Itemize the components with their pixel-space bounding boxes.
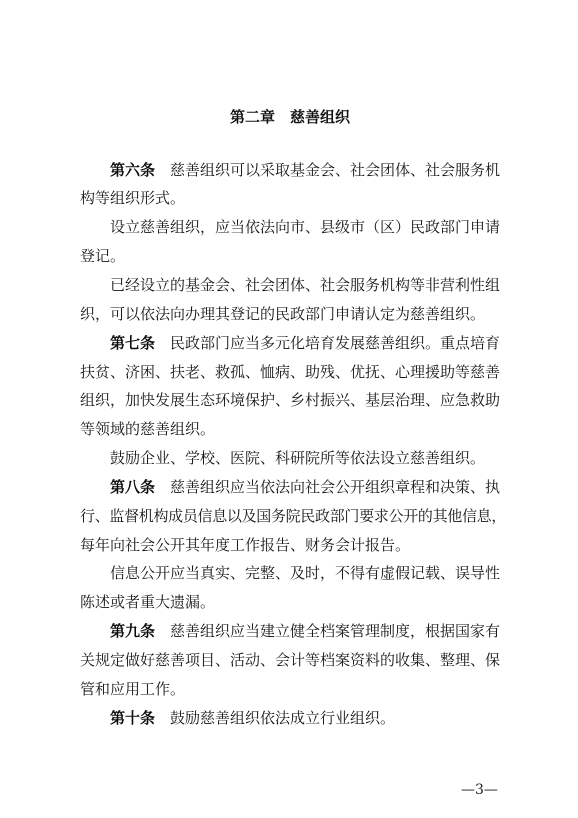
paragraph-line — [80, 329, 500, 358]
article-9 — [80, 617, 500, 704]
article-10 — [80, 704, 500, 733]
line-text: 鼓励企业、学校、医院、科研院所等依法设立慈善组织。 — [110, 449, 486, 468]
article-6-clause-2 — [80, 213, 500, 271]
paragraph-line — [80, 156, 500, 185]
paragraph-line — [80, 271, 500, 300]
line-text: 鼓励慈善组织依法成立行业组织。 — [170, 708, 396, 727]
paragraph-line — [80, 300, 500, 329]
article-6-clause-3 — [80, 271, 500, 329]
line-text: 组织，加快发展生态环境保护、乡村振兴、基层治理、应急救助 — [80, 391, 501, 410]
line-text: 关规定做好慈善项目、活动、会计等档案资料的收集、整理、保 — [80, 650, 501, 669]
article-number: 第七条 — [110, 333, 156, 352]
article-number: 第六条 — [110, 160, 156, 179]
line-text: 慈善组织应当建立健全档案管理制度，根据国家有 — [170, 622, 501, 641]
line-text: 构等组织形式。 — [80, 189, 186, 208]
line-text: 扶贫、济困、扶老、救孤、恤病、助残、优抚、心理援助等慈善 — [80, 362, 501, 381]
paragraph-line — [80, 559, 500, 588]
paragraph-line — [80, 675, 500, 704]
chapter-body — [80, 156, 506, 733]
line-text: 慈善组织可以采取基金会、社会团体、社会服务机 — [170, 160, 501, 179]
line-text: 陈述或者重大遗漏。 — [80, 593, 216, 612]
article-number: 第十条 — [110, 708, 156, 727]
paragraph-line — [80, 531, 500, 560]
article-8-clause-2 — [80, 559, 500, 617]
line-text: 登记。 — [80, 247, 126, 266]
article-number: 第九条 — [110, 622, 156, 641]
article-7 — [80, 329, 500, 444]
line-text: 设立慈善组织，应当依法向市、县级市（区）民政部门申请 — [110, 218, 501, 237]
line-text: 管和应用工作。 — [80, 679, 186, 698]
paragraph-line — [80, 588, 500, 617]
line-text: 已经设立的基金会、社会团体、社会服务机构等非营利性组 — [110, 275, 501, 294]
paragraph-line — [80, 473, 500, 502]
article-8 — [80, 473, 506, 560]
line-text: 行、监督机构成员信息以及国务院民政部门要求公开的其他信息， — [80, 506, 506, 525]
chapter-title: 第二章 慈善组织 — [229, 108, 350, 126]
line-text: 民政部门应当多元化培育发展慈善组织。重点培育 — [170, 333, 501, 352]
paragraph-line — [80, 502, 506, 531]
paragraph-line — [80, 386, 500, 415]
paragraph-line — [80, 646, 500, 675]
line-text: 等领域的慈善组织。 — [80, 420, 216, 439]
article-number: 第八条 — [110, 477, 156, 496]
line-text: 织，可以依法向办理其登记的民政部门申请认定为慈善组织。 — [80, 304, 486, 323]
line-text: 每年向社会公开其年度工作报告、财务会计报告。 — [80, 535, 411, 554]
paragraph-line — [80, 242, 500, 271]
line-text: 信息公开应当真实、完整、及时，不得有虚假记载、误导性 — [110, 564, 501, 583]
paragraph-line — [80, 213, 500, 242]
line-text: 慈善组织应当依法向社会公开组织章程和决策、执 — [170, 477, 501, 496]
article-7-clause-2 — [80, 444, 500, 473]
article-6 — [80, 156, 500, 214]
paragraph-line — [80, 184, 500, 213]
paragraph-line — [80, 358, 500, 387]
page-number: —3— — [461, 782, 498, 798]
paragraph-line — [80, 415, 500, 444]
paragraph-line — [80, 444, 500, 473]
paragraph-line — [80, 617, 500, 646]
paragraph-line — [80, 704, 500, 733]
